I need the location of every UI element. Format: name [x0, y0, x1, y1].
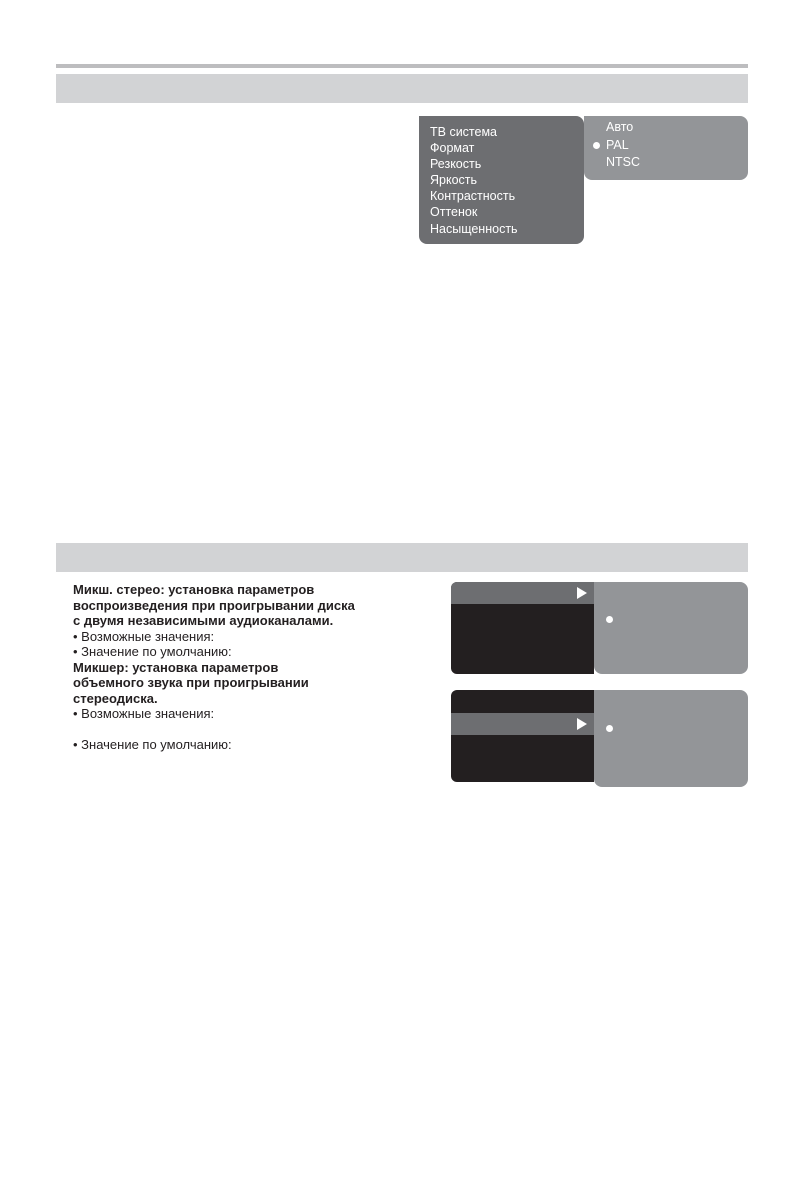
selected-dot-icon [593, 142, 600, 149]
menu-item-hue[interactable]: Оттенок [430, 205, 478, 220]
tv-system-submenu [584, 116, 748, 180]
stereo-mix-heading-line-3: с двумя независимыми аудиоканалами. [73, 613, 334, 628]
menu-item-tv-system[interactable]: ТВ система [430, 125, 498, 139]
mixer-possible-values: • Возможные значения: [73, 706, 215, 721]
option-pal[interactable] [592, 137, 748, 155]
option-label: PAL [606, 137, 629, 152]
section-header-band-1 [56, 74, 748, 103]
mixer-heading-line-2: объемного звука при проигрывании [73, 675, 309, 690]
option-label: NTSC [606, 155, 641, 169]
mixer-options [594, 690, 748, 787]
mixer-heading-line-1: Микшер: установка параметров [73, 659, 279, 675]
option-label: Авто [606, 120, 634, 134]
mixer-menu [451, 690, 594, 782]
arrow-right-icon [577, 587, 587, 599]
stereo-possible-values: • Возможные значения: [73, 628, 215, 644]
option-ntsc[interactable] [592, 154, 748, 172]
stereo-mix-options [594, 582, 748, 674]
menu-item-brightness[interactable]: Яркость [430, 173, 478, 188]
selected-dot-icon [606, 616, 613, 623]
menu-item-sharpness[interactable]: Резкость [430, 157, 482, 172]
menu-item-format[interactable]: Формат [430, 141, 475, 156]
stereo-default-value: • Значение по умолчанию: [73, 644, 232, 659]
tv-settings-menu [419, 116, 584, 244]
spacer [73, 722, 413, 738]
stereo-mix-menu [451, 582, 594, 674]
section-header-band-2 [56, 543, 748, 572]
highlighted-menu-item[interactable] [451, 713, 594, 735]
top-rule [56, 64, 748, 68]
mixer-heading-line-3: стереодиска. [73, 690, 158, 706]
audio-description [73, 582, 413, 753]
mixer-default-value: • Значение по умолчанию: [73, 737, 232, 752]
stereo-mix-heading-line-1: Микш. стерео: установка параметров [73, 582, 315, 597]
menu-item-saturation[interactable]: Насыщенность [430, 221, 518, 236]
selected-dot-icon [606, 725, 613, 732]
highlighted-menu-item[interactable] [451, 582, 594, 604]
stereo-mix-heading-line-2: воспроизведения при проигрывании диска [73, 597, 355, 613]
option-auto[interactable] [592, 119, 748, 137]
arrow-right-icon [577, 718, 587, 730]
menu-item-contrast[interactable]: Контрастность [430, 189, 516, 204]
